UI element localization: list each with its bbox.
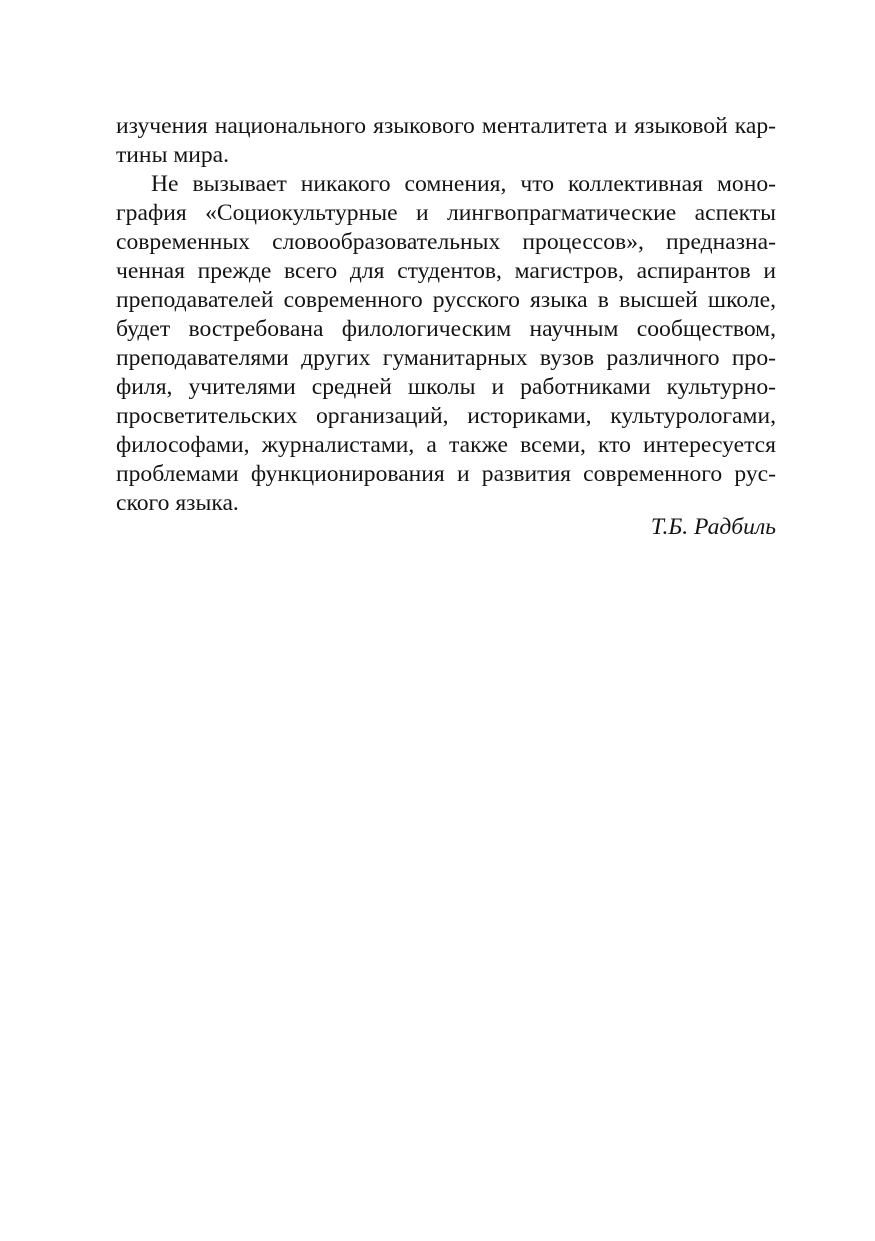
text-line: будет востребована филологическим научным сообществом, (116, 316, 776, 342)
text-line: ченная прежде всего для студентов, магистров, аспирантов и (116, 258, 776, 284)
text-line: ского языка. (116, 490, 239, 516)
text-line: изучения национального языкового менталитета и языковой кар- (116, 113, 776, 139)
text-line: Не вызывает никакого сомнения, что коллективная моно- (151, 171, 776, 197)
text-line: просветительских организаций, историками, культурологами, (116, 403, 776, 429)
text-line: преподавателей современного русского языка в высшей школе, (116, 287, 776, 313)
text-line: проблемами функционирования и развития современного рус- (116, 461, 776, 487)
text-line: тины мира. (116, 142, 230, 168)
text-line: графия «Социокультурные и лингвопрагматические аспекты (116, 200, 776, 226)
text-line: филя, учителями средней школы и работниками культурно- (116, 374, 776, 400)
author-signature: Т.Б. Радбиль (650, 514, 776, 540)
text-line: современных словообразовательных процессов», предназна- (116, 229, 776, 255)
text-line: преподавателями других гуманитарных вузов различного про- (116, 345, 776, 371)
text-line: философами, журналистами, а также всеми, кто интересуется (116, 432, 776, 458)
